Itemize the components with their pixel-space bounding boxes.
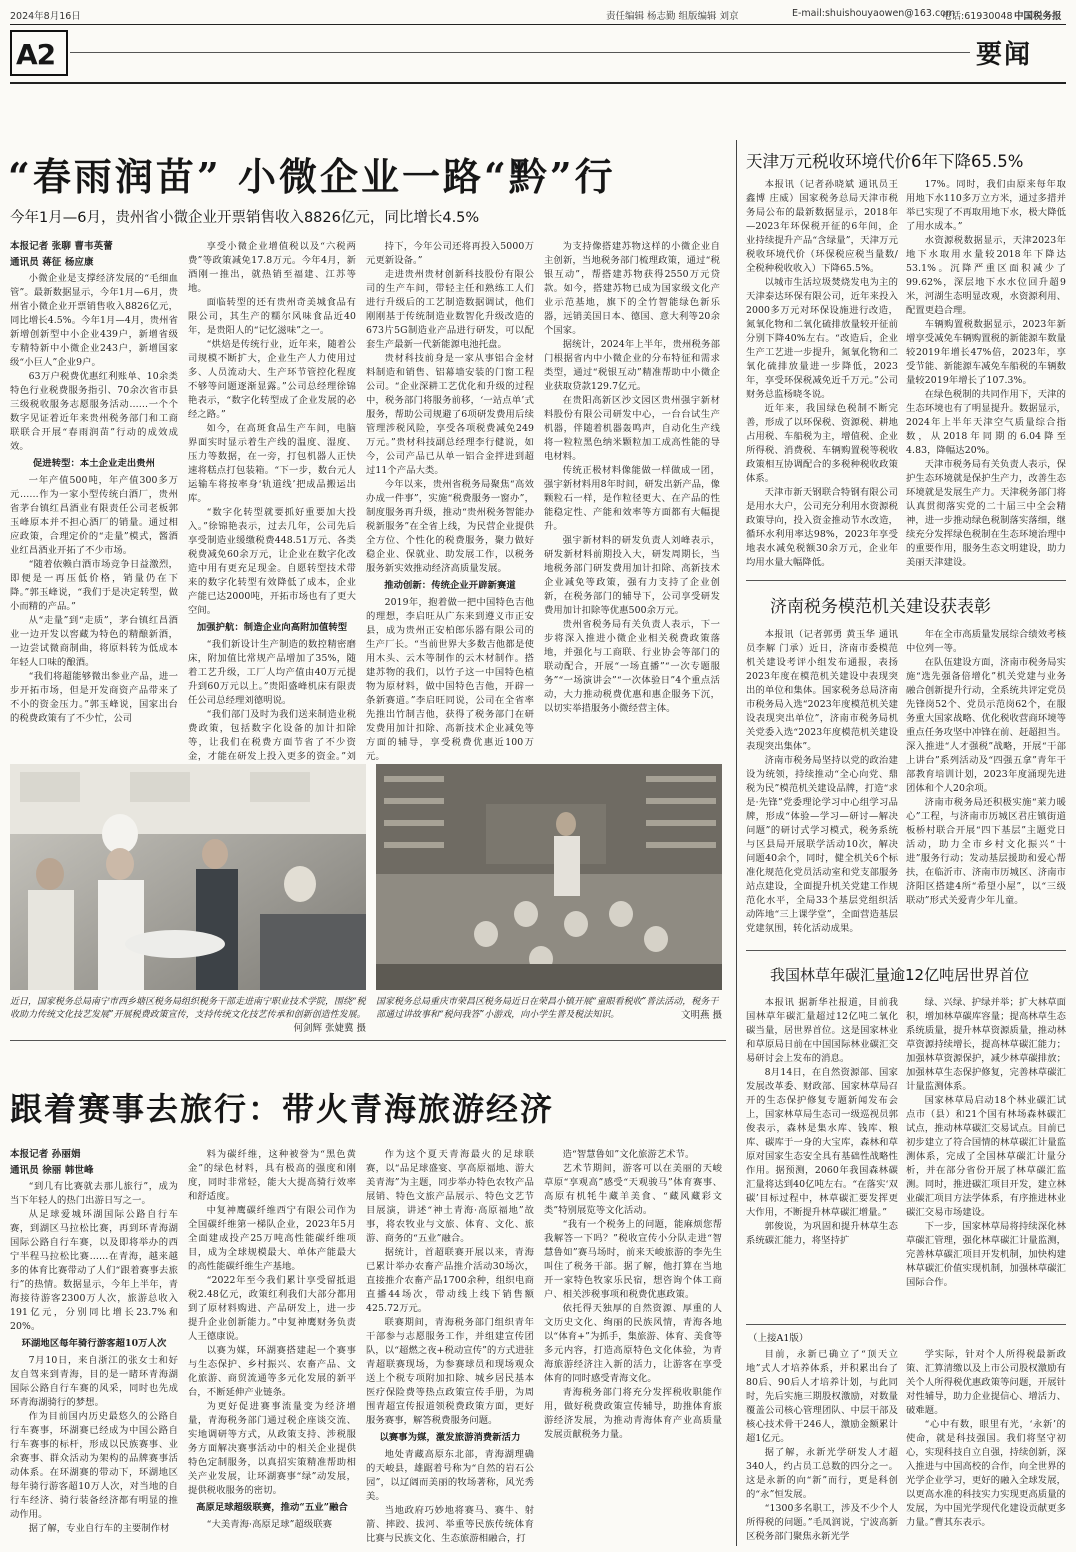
lead-byline-1: 本报记者 张聊 曹韦英蕾 <box>10 241 113 252</box>
lead-paragraph: “我们部门及时为我们送来制造业税费政策，包括数字化设备的加计扣除等，让我们在税费方面节省了不少资金，才能在研发上投入更多的资金。”刘 <box>188 709 356 762</box>
column-divider <box>736 140 737 1546</box>
continued-paragraph: “1300多名职工，涉及不少个人所得税的问题。”毛凤润说，宁波高新区税务部门聚焦永新光学 <box>746 1503 898 1542</box>
forest-paragraph: 8月14日，在自然资源部、国家发展改革委、财政部、国家林草局召开的生态保护修复专题新闻发布会上，国家林草局生态司一级巡视员郭俊表示，森林是集水库、钱库、粮库、碳库于一身的大宝库，森林和草原对国家生态安全具有基础性战略性作用。据预测，2060年我国森林碳汇量将达到40亿吨左右。“在落实‘双碳’目标过程中，林草碳汇要发挥更大作用，不断提升林草碳汇增量。” <box>746 1067 898 1218</box>
tourism-subheading-1: 环湖地区每年骑行游客超10万人次 <box>21 1338 167 1349</box>
lead-subheading-1: 促进转型：本土企业走出贵州 <box>32 458 156 469</box>
tianjin-paragraph: 以城市生活垃圾焚烧发电为主的天津泰达环保有限公司，近年来投入2000多万元对环保设施进行改造，氮氧化物和二氧化硫排放量较开征前分别下降40%左右。“改造后，企业生产工艺进一步提升，氮氧化物和二氧化硫排放量进一步降低，2023年，享受环保税减免近千万元。”公司财务总监杨晓冬说。 <box>746 277 898 400</box>
tourism-paragraph: 7月10日，来自浙江的张女士和好友自驾来到青海，目的是一睹环青海湖国际公路自行车赛的风采，同时也先成环青海湖骑行的梦想。 <box>10 1355 178 1408</box>
tianjin-paragraph: 17%。同时，我们由原来每年取用地下水110多万立方米，通过多措并举已实现了不再取用地下水，极大降低了用水成本。” <box>906 179 1066 232</box>
tourism-paragraph: “大美青海·高原足球”超级联赛 <box>206 1519 333 1530</box>
lead-column-1 <box>10 240 178 736</box>
jinan-paragraph: 济南市税务局坚持以党的政治建设为统领，持续推动“全心向党、鼎税为民”模范机关建设品牌，打造“求是·先锋”党委理论学习中心组学习品牌，形成“体验—学习—研讨—解决问题”的研讨式学习模式，税务系统与区县局开展联学活动10次，解决问题40余个，同时，健全机关6个标准化规范化党员活动室和党支部服务站点建设，全面提升机关党建工作规范化水平，全局33个基层党组织活动阵地“三上课学堂”，全面营造基层党建氛围，转化活动成果。 <box>746 755 898 934</box>
lead-paragraph: 在贵阳高新区沙文园区贵州强宇新材料股份有限公司研发中心，一台台试生产机器，伴随着机器轰鸣声，自动化生产线将一粒粒黑色纳米颗粒加工成高性能的导电材料。 <box>544 395 720 462</box>
lead-paragraph: 63万户税费优惠红利账单、10余类特色行业税费服务指引、70余次省市县三级税收服务志愿服务活动……一个个数字见证着近年来贵州税务部门和工商联联合开展“春雨润苗”行动的成效成效。 <box>10 371 178 452</box>
continued-paragraph: 目前，永新已确立了“顶天立地”式人才培养体系，并积累出台了80后、90后人才培养计划，与此同时，先后实施三期股权激励，对数量覆盖公司核心管理团队、中层干部及核心技术骨干246人，激励金额累计超1亿元。 <box>746 1349 898 1444</box>
lead-paragraph: 从“走量”到“走质”，茅台镇红昌酒业一边开发以窖藏为特色的精酿新酒，一边尝试微商制曲，将原料转为低成本年轻人口味的酿酒。 <box>10 615 178 668</box>
forest-paragraph: 本报讯 据新华社报道，目前我国林草年碳汇量超过12亿吨二氧化碳当量，居世界首位。这是国家林业和草原局日前在中国国际林业碳汇交易研讨会上发布的消息。 <box>746 997 898 1064</box>
tourism-byline-2: 通讯员 徐丽 韩世峰 <box>10 1165 94 1176</box>
tourism-paragraph: 当地政府巧妙地将赛马、赛牛、射箭、摔跤、拔河、举重等民族传统体育比赛与民族文化、生态旅游相融合，打 <box>366 1505 534 1544</box>
lead-paragraph: “数字化转型就要抓好重要加大投入。”徐锦艳表示，过去几年，公司先后享受制造业缓缴税费448.51万元、各类税费减免60余万元，让企业在数字化改造中用有更充足现金。自愿转型技术带来的数字化转型有效降低了成本，企业产能已达2000吨，开拓市场也有了更大空间。 <box>188 507 356 616</box>
forest-paragraph: 国家林草局启动18个林业碳汇试点市（县）和21个国有林场森林碳汇试点，推动林草碳汇交易试点。目前已初步建立了符合国情的林草碳汇计量监测体系，完成了全国林草碳汇计量分析，并在部分省份开展了林草碳汇监测。同时，推进碳汇项目开发，建立林业碳汇项目方法学体系，有序推进林业碳汇交易市场建设。 <box>906 1095 1066 1218</box>
tourism-paragraph: 作为这个夏天青海最火的足球联赛，以“品足球盛宴、享高原福地、游大美青海”为主题，同步举办特色农牧产品展销、特色文旅产品展示、特色文艺节目展演，讲述“神土青海·高原福地”故事，将农牧业与文旅、体育、文化、旅游、商务的“五业”融合。 <box>366 1149 534 1244</box>
tourism-paragraph: 料为碳纤维，这种被誉为“黑色黄金”的绿色材料，具有极高的强度和刚度，同时非常轻，能大大提高骑行效率和舒适度。 <box>188 1149 356 1202</box>
issue-date: 2024年8月16日 <box>10 11 81 22</box>
lead-paragraph: 一年产值500吨，年产值300多万元……作为一家小型传统白酒厂，贵州省茅台镇红昌酒业有限责任公司老板郭玉峰原本并不担心酒厂的销量。通过相应政策，合理定价的“走量”模式，酱酒业红昌酒业开拓了不少市场。 <box>10 475 178 556</box>
tourism-column-1 <box>10 1148 178 1546</box>
photo-right <box>376 764 722 990</box>
lead-paragraph: 为支持像搭建苏物这样的小微企业自主创新，当地税务部门梳理政策，通过“税银互动”，帮搭建苏物获得2550万元贷款。如今，搭建苏物已成为国家级文化产业示范基地，旗下的全竹智能绿色新乐器，远销美国日本、德国、意大利等20余个国家。 <box>544 241 720 336</box>
photo-right-credit: 文明燕 摄 <box>680 1010 722 1021</box>
tianjin-column-1 <box>746 178 898 572</box>
tianjin-paragraph: 车辆购置税数据显示，2023年新增享受减免车辆购置税的新能源车数量较2019年增长47%倍，2023年，享受节能、新能源车减免车船税的车辆数量较2019年增长了107.3%。 <box>906 319 1066 386</box>
tourism-column-3 <box>366 1148 534 1546</box>
tianjin-headline: 天津万元税收环境代价6年下降65.5% <box>746 152 1024 171</box>
tianjin-paragraph: 水资源税数据显示，天津2023年地下水取用水量较2018年下降达53.1%。沉降严重区面积减少了99.62%，深层地下水水位回升超9米，河湖生态明显改观，水资源利用、配置更趋合理。 <box>906 235 1066 316</box>
lead-paragraph: “烘焙是传统行业，近年来，随着公司规模不断扩大，企业生产人力使用过多、人员流动大、生产环节管控化程度不够等问题逐渐显露。”公司总经理徐锦艳表示，“数字化转型成了企业发展的必经之路。” <box>188 339 356 420</box>
section-rule <box>70 52 970 53</box>
jinan-column-2 <box>906 628 1066 936</box>
tourism-paragraph: 据统计，首超联赛开展以来，青海已累计举办农畜产品推介活动30场次，直接推介农畜产品1700余种，组织电商直播44场次，带动线上线下销售额425.72万元。 <box>366 1247 534 1314</box>
page-code-box <box>10 30 68 76</box>
tianjin-paragraph: 近年来，我国绿色税制不断完善，形成了以环保税、资源税、耕地占用税、车船税为主，增值税、企业所得税、消费税、车辆购置税等税收政策相互协调配合的多税种税收政策体系。 <box>746 403 898 484</box>
continued-column-2 <box>906 1348 1066 1546</box>
editors: 责任编辑 杨志勤 组版编辑 刘京 <box>606 11 739 22</box>
photo-left <box>10 764 366 990</box>
tianjin-paragraph: 本报讯（记者孙晓斌 通讯员王鑫博 庄威）国家税务总局天津市税务局公布的最新数据显示，2018年—2023年环保税开征的6年间，企业持续提升产品“含绿量”，天津万元税收环境代价（环保税应税当量数/全税种税收收入）下降65.5%。 <box>746 179 898 274</box>
tourism-paragraph: 联赛期间，青海税务部门组织青年干部参与志愿服务工作，并组建宣传团队，以“超燃之夜+税动宣传”的方式进驻青超联赛现场，为参赛球员和现场观众送上个税专项附加扣除、城乡居民基本医疗保险费等热点政策宣传手册，为周围青超宣传报道领税费政策方面，更好服务赛事，解答税费服务问题。 <box>366 1317 534 1426</box>
photo-right-caption <box>376 996 722 1022</box>
tianjin-paragraph: 天津市税务局有关负责人表示，保护生态环境就是保护生产力，改善生态环境就是发展生产力。天津税务部门将认真贯彻落实党的二十届三中全会精神，进一步推动绿色税制落实落细，继续充分发挥绿色税制在生态环境治理中的重要作用，服务生态文明建设，助力美丽天津建设。 <box>906 459 1066 568</box>
forest-paragraph: 下一步，国家林草局将持续深化林草碳汇管理，强化林草碳汇计量监测，完善林草碳汇项目开发机制，加快构建林草碳汇价值实现机制，加强林草碳汇国际合作。 <box>906 1221 1066 1288</box>
lead-paragraph: 贵州省税务局有关负责人表示，下一步将深入推进小微企业相关税费政策落地，并强化与工商联、行业协会等部门的联动配合，开展“一场直播”“一次专题服务”“一场演讲会”“一次体验日”4个重点活动，大力推动税费优惠和惠企服务下沉，以切实举措服务小微经营主体。 <box>544 619 720 714</box>
tourism-byline-1: 本报记者 孙丽娟 <box>10 1149 81 1160</box>
lead-paragraph: 今年以来，贵州省税务局聚焦“高效办成一件事”，实施“税费服务一窗办”，制度服务再升级，推动“贵州税务智能办税新服务”在全省上线，为民营企业提供全方位、个性化的税费服务，聚力做好稳企业、保就业、助发展工作，以税务服务新实效推动经济高质量发展。 <box>366 479 534 574</box>
lead-paragraph: 贵材科技前身是一家从事铝合金材料制造和销售、铝幕墙安装的门窗工程公司。“企业深耕工艺优化和升级的过程中，税务部门将服务前移，‘一站点单’式服务，帮助公司规避了6项研发费用后续管理涉税风险，享受各项税费减免249万元。”贵材科技副总经理李行健说，如今，公司产品已从单一铝合金拌进到超过11个产品大类。 <box>366 353 534 476</box>
lead-paragraph: 小微企业是支撑经济发展的“毛细血管”。最新数据显示，今年1月—6月，贵州省小微企业开票销售收入8826亿元，同比增长4.5%。今年1月—4月，贵州省新增创新型中小企业439户，新增省级专精特新中小微企业243户，新增国家级“小巨人”企业9户。 <box>10 273 178 368</box>
tourism-paragraph: 依托得天独厚的自然资源、厚重的人文历史文化、绚丽的民族风情，青海各地以“体育+”为抓手，集旅游、体育、美食等多元内容，打造高原特色文化体验，为青海旅游经济注入新的活力，让游客在享受体育的同时感受青海文化。 <box>544 1303 722 1384</box>
photo-right-caption-text: 国家税务总局重庆市荣昌区税务局近日在荣昌小镇开展“童眼看税收”普法活动，税务干部通过讲故事和“税问我答”小游戏，向小学生普及税法知识。 <box>376 997 719 1020</box>
lead-subhead: 今年1月—6月，贵州省小微企业开票销售收入8826亿元，同比增长4.5% <box>10 210 480 226</box>
photo-right-image <box>376 764 722 990</box>
continued-paragraph: 据了解，永新光学研发人才超340人，约占员工总数的四分之一。这是永新的向“新”而行，更是科创的“永”恒发展。 <box>746 1447 898 1500</box>
forest-paragraph: 郭俊说，为巩固和提升林草生态系统碳汇能力，将坚持扩 <box>746 1221 898 1246</box>
top-rule <box>10 24 1066 25</box>
lead-paragraph: 持下，今年公司还将再投入5000万元更新设备。” <box>366 241 534 266</box>
lead-paragraph: “随着依赖白酒市场竞争日益激烈，即便是一再压低价格，销量仍在下降。”郭玉峰说，“我们于是决定转型，做小而精的产品。” <box>10 559 178 612</box>
photo-left-image <box>10 764 366 990</box>
forest-headline: 我国林草年碳汇量逾12亿吨居世界首位 <box>770 966 1030 984</box>
lead-column-3 <box>366 240 534 762</box>
tianjin-paragraph: 在绿色税制的共同作用下，天津的生态环境也有了明显提升。数据显示，2024年上半年天津空气质量综合指数，从2018年同期的6.04降至4.83，降幅达20%。 <box>906 389 1066 456</box>
lead-column-4 <box>544 240 720 736</box>
tourism-paragraph: 造“智慧鲁如”文化旅游艺术节。 <box>562 1149 695 1160</box>
lead-column-2 <box>188 240 356 762</box>
photo-rule <box>10 1040 726 1041</box>
tourism-subheading-2: 高原足球超级联赛，推动“五业”融合 <box>196 1502 348 1513</box>
tourism-paragraph: “2022年至今我们累计享受留抵退税2.48亿元，政策红利我们大部分都用到了原材料购进、产品研发上，进一步提升企业创新能力。”中复神鹰财务负责人王德康说。 <box>188 1275 356 1342</box>
jinan-rule <box>746 950 1066 951</box>
tourism-headline: 跟着赛事去旅行：带火青海旅游经济 <box>10 1090 555 1128</box>
top-bar <box>10 6 1066 22</box>
lead-paragraph: 走进贵州贵材创新科技股份有限公司的生产车间，带轻主任和熟练工人们进行升级后的工艺制造数据调试，他们刚刚基于传统制造业数智化升级改造的673片5G制造业产品进行研发，可以配套生产最新一代新能源电池托盘。 <box>366 269 534 350</box>
tianjin-rule <box>746 580 1066 581</box>
tourism-paragraph: 作为目前国内历史最悠久的公路自行车赛事，环湖赛已经成为中国公路自行车赛事的标杆，形成以民族赛事、业余赛事、群众活动为架构的品牌赛事活动体系。在环湖赛的带动下，环湖地区每年骑行游客超10万人次，对当地的自行车经济、骑行装备经济都有明显的推动作用。 <box>10 1411 178 1520</box>
tourism-column-4 <box>544 1148 722 1546</box>
forest-rule <box>746 1324 1066 1325</box>
paper-name: 中国税务报 <box>1014 11 1062 22</box>
photo-left-caption <box>10 996 366 1035</box>
lead-paragraph: 如今，在高斑食品生产车间，电脑界面实时显示着生产线的温度、湿度、压力等数据，在一旁，打包机器人正快速将糕点打包装箱。“下一步，数台元人运输车将按率身‘轨道线’把成品搬运出库。 <box>188 423 356 504</box>
jinan-paragraph: 济南市税务局还积极实施“莱力暖心”工程，与济南市历城区君庄镇街道板桥村联合开展“四下基层”主题党日活动，助力全市乡村文化振兴“十进”服务行动；发动基层援助和爱心帮扶，在临沂市、济南市历城区、济南市济阳区搭建4所“希望小屋”，以“三级联动”形式关爱青少年儿童。 <box>906 797 1066 906</box>
lead-paragraph: 据统计，2024年上半年，贵州税务部门根据省内中小微企业的分布特征和需求类型，通过“税银互动”精准帮助中小微企业获取贷款129.7亿元。 <box>544 339 720 392</box>
header-rule <box>10 82 1066 84</box>
lead-paragraph: 享受小微企业增值税以及“六税两费”等政策减免17.8万元。今年4月，新酒刚一推出，就热销至福建、江苏等地。 <box>188 241 356 294</box>
page-code: A2 <box>16 38 56 71</box>
lead-paragraph: 面临转型的还有贵州奇美城食品有限公司，其生产的糯尔风味食品近40年，是贵阳人的“记忆滋味”之一。 <box>188 297 356 336</box>
tourism-paragraph: 以赛为媒，环湖赛搭建起一个赛事与生态保护、乡村振兴、农畜产品、文化旅游、商贸流通等多元化发展的新平台，不断延伸产业链条。 <box>188 1345 356 1398</box>
jinan-headline: 济南税务模范机关建设获表彰 <box>770 597 991 617</box>
tourism-paragraph: 中复神鹰碳纤维西宁有限公司作为全国碳纤维第一梯队企业，2023年5月全面建成投产25万吨高性能碳纤维项目，成为全球规模最大、单体产能最大的高性能碳纤维生产基地。 <box>188 1205 356 1272</box>
tourism-paragraph: 为更好促进赛事流量变为经济增量，青海税务部门通过税企座谈交流、实地调研等方式，从政策支持、涉税服务方面解决赛事活动中的相关企业提供特色定制服务，以真招实策精准帮助相关产业发展，让环湖赛事“绿”动发展，提供税收服务的密切。 <box>188 1401 356 1496</box>
forest-paragraph: 绿、兴绿、护绿并举；扩大林草面积，增加林草碳库容量；提高林草生态系统质量，提升林草资源质量，推动林草资源持续增长，提高林草碳汇能力；加强林草资源保护，减少林草碳排放；加强林草生态保护修复，完善林草碳汇计量监测体系。 <box>906 997 1066 1092</box>
photo-left-credit: 何剑辉 张婕冀 摄 <box>293 1023 366 1034</box>
continued-label: （上接A1版） <box>748 1333 809 1344</box>
tourism-paragraph: 艺术节期间，游客可以在美丽的天峻草原“享观高”感受“天观骏马”体育赛事、高原有机牦牛藏羊美食、“藏风藏彩文类”特别展览等文化活动。 <box>544 1163 722 1216</box>
lead-paragraph: 传统正极材料像能做一样做成一团，强宇新材料用8年时间，研发出新产品，像颗粒石一样，是作粒径更大、在产品的性能稳定性、产能和效率等方面都有大幅提升。 <box>544 465 720 532</box>
tourism-paragraph: 青海税务部门将充分发挥税收职能作用，做好税费政策宣传辅导，助推体育旅游经济发展，为推动青海体育产业高质量发展贡献税务力量。 <box>544 1387 722 1440</box>
lead-paragraph: 2019年，抱着做一把中国特色吉他的理想，李启旺从广东来到遵义市正安县，成为贵州正安柏郎乐器有限公司的生产厂长。“当前世界大多数吉他都是使用木头、云木等制作的云木材制作。搭建苏物的我们，以竹子这一中国特色植物为原材料，做中国特色吉他，开辟一条新赛道。”李启旺同说，公司在全省率先推出竹制吉他，获得了税务部门在研发费用加计扣除、高新技术企业减免等方面的辅导，享受税费优惠近100万元。 <box>366 597 534 762</box>
section-title: 要闻 <box>976 40 1033 70</box>
lead-byline-2: 通讯员 蒋征 杨应康 <box>10 257 94 268</box>
tourism-paragraph: 地处青藏高原东北部，青海湖理确的天峻县，雄踞着号称为“自然的岩石公园”，以辽阔而美丽的牧场著称，风光秀美。 <box>366 1449 534 1502</box>
continued-column-1 <box>746 1348 898 1546</box>
phone: 电话:61930048 <box>942 11 1013 22</box>
jinan-column-1 <box>746 628 898 936</box>
tianjin-column-2 <box>906 178 1066 572</box>
forest-column-1 <box>746 996 898 1318</box>
tourism-subheading-3: 以赛事为媒，激发旅游消费新活力 <box>379 1432 521 1443</box>
lead-paragraph: “我们新设计生产制造的数控精密磨床，附加值比常规产品增加了35%，随着工艺升级，工厂人均产值由40万元提升到60万元以上。”贵阳盛峰机床有限责任公司总经理刘德明说。 <box>188 639 356 706</box>
jinan-paragraph: 年在全市高质量发展综合绩效考核中位列一等。 <box>906 629 1066 654</box>
continued-paragraph: 学实际，针对个人所得税最新政策、汇算清缴以及上市公司股权激励有关个人所得税优惠政策等问题，开展针对性辅导，助力企业提信心、增活力、破难题。 <box>906 1349 1066 1416</box>
tourism-paragraph: 从足球爱城环湖国际公路自行车赛，到湖区马拉松比赛，再到环青海湖国际公路自行车赛，以及即将举办的西宁半程马拉松比赛……在青海，越来越多的体育比赛带动了人们“跟着赛事去旅行”的热情。数据显示，今年上半年，青海接待游客2300万人次，旅游总收入191亿元，分别同比增长23.7%和20%。 <box>10 1209 178 1332</box>
continued-paragraph: “心中有数，眼里有光，‘永新’的使命，就是科技强国。我们将坚守初心，实现科技自立自强，持续创新，深入推进与中国高校的合作，向全世界的光学企业学习，更好的融入全球发展，以更高水准的科技实力实现更高质量的发展，为中国光学现代化建设贡献更多力量。”曹其东表示。 <box>906 1419 1066 1528</box>
jinan-paragraph: 在队伍建设方面，济南市税务局实施“选先强备倍增化”机关党建与业务融合创新提升行动，全系统共评定党员先锋岗52个、党员示范岗62个，在服务重大国家战略、优化税收营商环境等重点任务攻坚中冲锋在前、赶超担当。深入推进“人才强税”战略，开展“干部上讲台”系列活动及“四强五拿”青年干部教育培训计划，2023年度涌现先进团体和个人20余项。 <box>906 657 1066 794</box>
tourism-paragraph: “我有一个税务上的问题，能麻烦您帮我解答一下吗？”税收宣传小分队走进“智慧鲁如”赛马场时，前来天峻旅游的李先生叫住了税务干部。据了解，他打算在当地开一家特色牧家乐民宿，想咨询个体工商户、相关涉税事项和税费优惠政策。 <box>544 1219 722 1300</box>
forest-column-2 <box>906 996 1066 1318</box>
tourism-paragraph: “到几有比赛就去那儿旅行”，成为当下年轻人的热门出游日写之一。 <box>10 1181 178 1206</box>
email: E-mail:shuishouyaowen@163.com <box>792 8 956 19</box>
lead-headline: “春雨润苗” 小微企业一路“黔”行 <box>8 154 616 199</box>
tianjin-paragraph: 天津市新天钢联合特钢有限公司是用水大户，公司充分利用水资源税政策导向，投入资金推动节水改造，循环水利用率达98%，2023年享受地表水减免税额30余万元，企业年均用水量大幅降低。 <box>746 487 898 568</box>
tourism-paragraph: 据了解，专业自行车的主要制作材 <box>28 1523 170 1534</box>
jinan-paragraph: 本报讯（记者郭勇 黄玉华 通讯员李解 门承）近日，济南市委模范机关建设考评小组发布通报，表扬2023年度在模范机关建设中表现突出的单位和集体。国家税务总局济南市税务局入选“2023年度模范机关建设表现突出单位”，济南市税务局机关党委入选“2023年度模范机关建设表现突出集体”。 <box>746 629 898 752</box>
lead-paragraph: 强宇新材料的研发负责人刘峰表示，研发新材料前期投入大，研发周期长，当地税务部门研发费用加计扣除、高新技术企业减免等政策，强有力支持了企业创新，在税务部门的辅导下，公司享受研发费用加计扣除等优惠500余万元。 <box>544 535 720 616</box>
lead-subheading-3: 推动创新：传统企业开辟新赛道 <box>384 580 516 591</box>
lead-paragraph: “我们将超能够微出参业产品，进一步开拓市场，但是开发商资产品带来了不小的资金压力。”郭玉峰说，国家出台的税费政策有了不少忙，公司 <box>10 671 178 724</box>
tourism-column-2 <box>188 1148 356 1546</box>
lead-subheading-2: 加强护航：制造企业向高附加值转型 <box>196 622 348 633</box>
photo-left-caption-text: 近日，国家税务总局南宁市西乡塘区税务局组织税务干部走进南宁职业技术学院，围绕“税收助力传统文化技艺发展”开展税费政策宣传，支持传统文化技艺传承和创新创造性发展。 <box>10 997 366 1020</box>
